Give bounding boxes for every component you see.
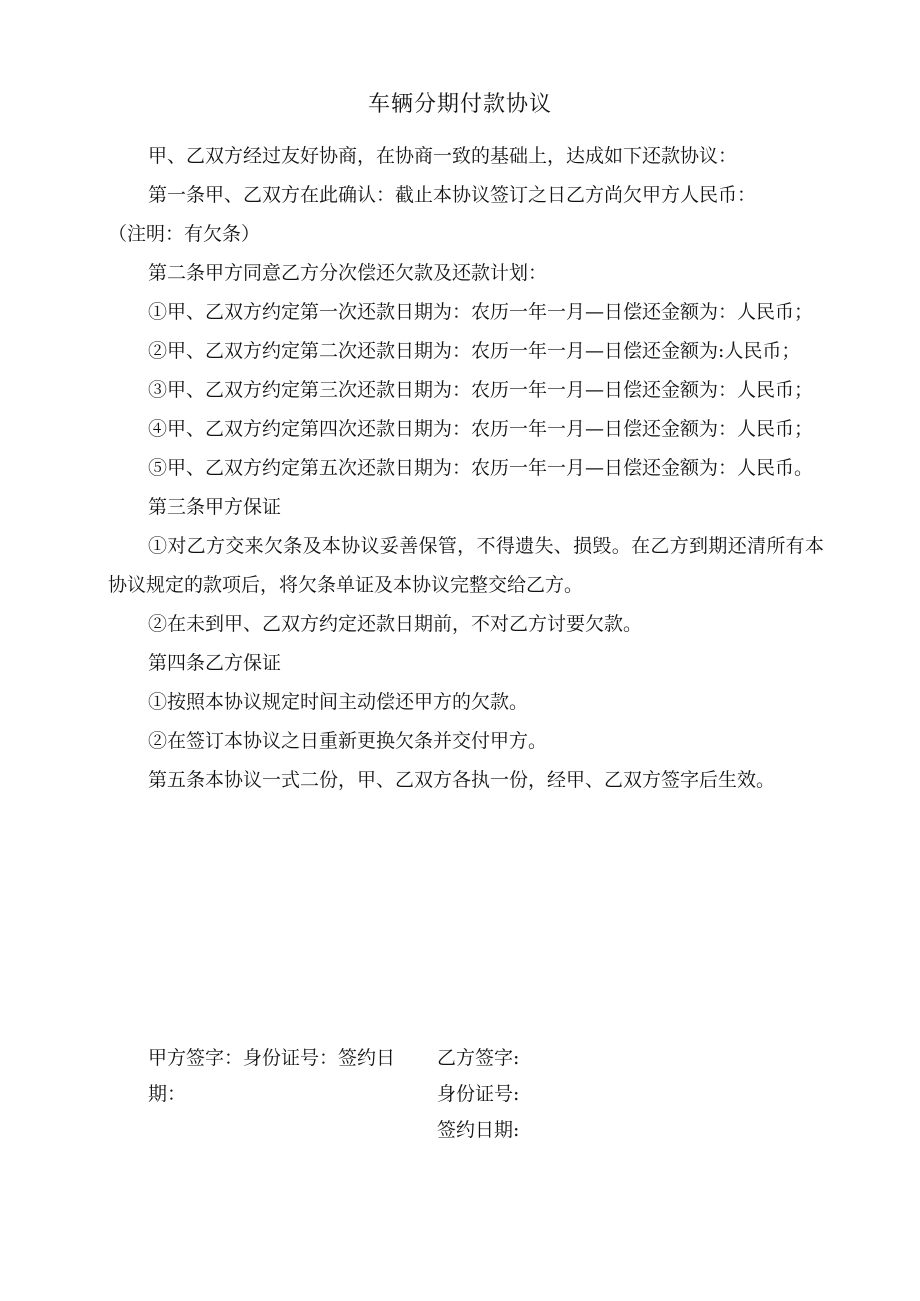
article-two-heading: 第二条甲方同意乙方分次偿还欠款及还款计划：: [148, 262, 548, 284]
party-a-guarantee-2: ②在未到甲、乙双方约定还款日期前，不对乙方讨要欠款。: [148, 613, 643, 635]
document-title: 车辆分期付款协议: [367, 92, 552, 117]
intro-paragraph: 甲、乙双方经过友好协商，在协商一致的基础上，达成如下还款协议：: [148, 145, 738, 167]
party-b-guarantee-2: ②在签订本协议之日重新更换欠条并交付甲方。: [148, 730, 548, 752]
article-five: 第五条本协议一式二份，甲、乙双方各执一份，经甲、乙双方签字后生效。: [148, 769, 776, 791]
party-a-signature-block: [148, 1040, 420, 1112]
article-one: 第一条甲、乙双方在此确认：截止本协议签订之日乙方尚欠甲方人民币：: [148, 184, 757, 206]
article-three-heading: 第三条甲方保证: [148, 496, 282, 518]
article-four-heading: 第四条乙方保证: [148, 652, 282, 674]
installment-item-1: ①甲、乙双方约定第一次还款日期为：农历一年一月—日偿还金额为：人民币；: [148, 301, 814, 323]
party-a-signature-text: 甲方签字：身份证号：签约日期：: [148, 1047, 396, 1105]
party-b-guarantee-1: ①按照本协议规定时间主动偿还甲方的欠款。: [148, 691, 529, 713]
party-b-sign-label: 乙方签字:: [437, 1047, 520, 1069]
party-a-guarantee-1: ①对乙方交来欠条及本协议妥善保管，不得遗失、损毁。在乙方到期还清所有本协议规定的款项后，将欠条单证及本协议完整交给乙方。: [108, 535, 824, 596]
installment-item-3: ③甲、乙双方约定第三次还款日期为：农历一年一月—日偿还金额为：人民币；: [148, 379, 814, 401]
party-b-signature-block: [437, 1040, 677, 1148]
party-b-id-label: 身份证号:: [437, 1083, 520, 1105]
article-one-note: （注明：有欠条）: [108, 223, 261, 245]
installment-item-5: ⑤甲、乙双方约定第五次还款日期为：农历一年一月—日偿还金额为：人民币。: [148, 457, 814, 479]
party-b-date-label: 签约日期:: [437, 1119, 520, 1141]
installment-item-4: ④甲、乙双方约定第四次还款日期为：农历一年一月—日偿还金额为：人民币；: [148, 418, 814, 440]
document-body: [108, 137, 824, 800]
installment-item-2: ②甲、乙双方约定第二次还款日期为：农历一年一月—日偿还金额为:人民币；: [148, 340, 801, 362]
